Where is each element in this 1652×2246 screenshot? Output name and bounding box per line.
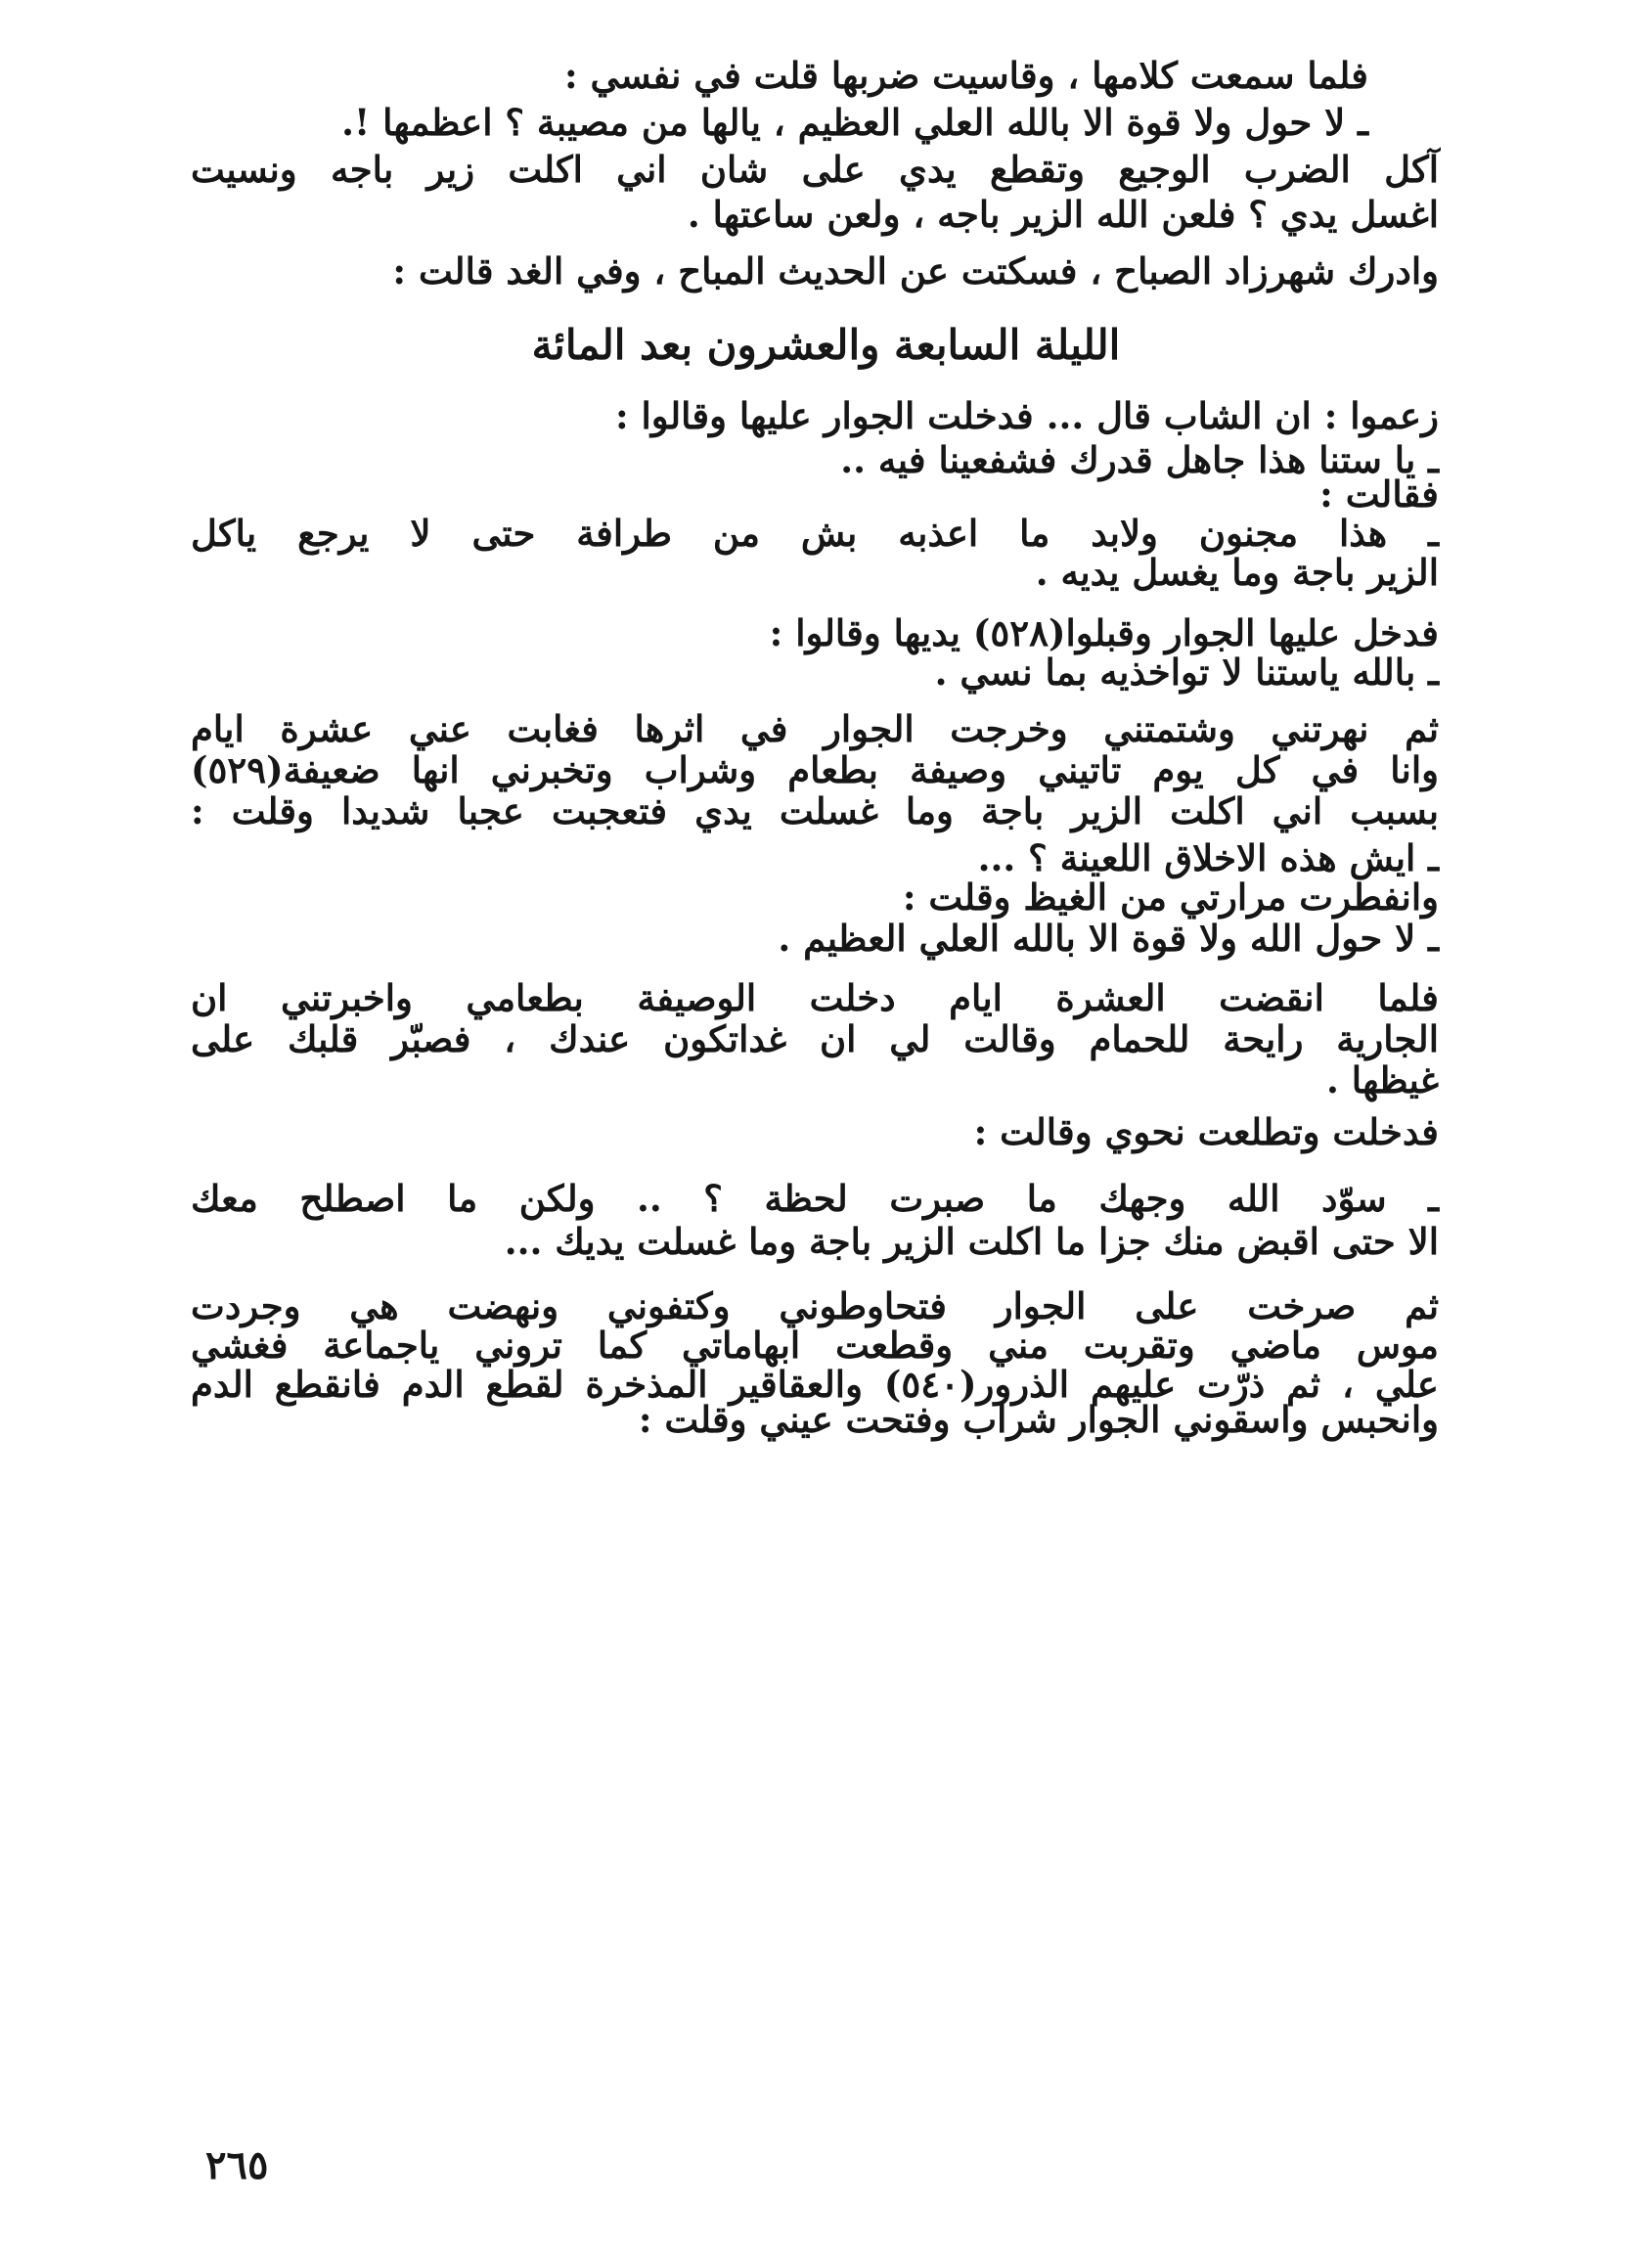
text-line: اغسل يدي ؟ فلعن الله الزير باجه ، ولعن ساعتها . — [687, 193, 1439, 236]
text-line: غيظها . — [1326, 1058, 1439, 1101]
text-line: ـ سوّد الله وجهك ما صبرت لحظة ؟ .. ولكن ما اصطلح معك — [191, 1177, 1439, 1220]
text-line: زعموا : ان الشاب قال ... فدخلت الجوار عليها وقالوا : — [614, 394, 1439, 437]
text-line: فلما انقضت العشرة ايام دخلت الوصيفة بطعامي واخبرتني ان — [191, 976, 1439, 1019]
text-line: الزير باجة وما يغسل يديه . — [1035, 551, 1439, 594]
chapter-heading: الليلة السابعة والعشرون بعد المائة — [531, 321, 1121, 369]
text-line: بسبب اني اكلت الزير باجة وما غسلت يدي فتعجبت عجبا شديدا وقلت : — [191, 789, 1439, 832]
text-line: الجارية رايحة للحمام وقالت لي ان غداتكون عندك ، فصبّر قلبك على — [191, 1017, 1439, 1060]
text-line: علي ، ثم ذرّت عليهم الذرور(٥٤٠) والعقاقير المذخرة لقطع الدم فانقطع الدم — [191, 1363, 1439, 1406]
text-line: ـ لا حول الله ولا قوة الا بالله العلي العظيم . — [778, 917, 1439, 960]
text-line: ـ يا ستنا هذا جاهل قدرك فشفعينا فيه .. — [840, 438, 1439, 481]
text-line: فدخل عليها الجوار وقبلوا(٥٢٨) يديها وقالوا : — [769, 611, 1439, 654]
text-line: ـ لا حول ولا قوة الا بالله العلي العظيم ، يالها من مصيبة ؟ اعظمها !. — [341, 101, 1368, 144]
text-line: الا حتى اقبض منك جزا ما اكلت الزير باجة وما غسلت يديك ... — [504, 1220, 1439, 1263]
text-line: وانا في كل يوم تاتيني وصيفة بطعام وشراب وتخبرني انها ضعيفة(٥٢٩) — [191, 748, 1439, 791]
text-line: آكل الضرب الوجيع وتقطع يدي على شان اني اكلت زير باجه ونسيت — [191, 148, 1439, 191]
text-line: ـ هذا مجنون ولابد ما اعذبه بش من طرافة حتى لا يرجع ياكل — [191, 512, 1439, 555]
text-line: فلما سمعت كلامها ، وقاسيت ضربها قلت في نفسي : — [564, 54, 1368, 97]
text-line: فقالت : — [1319, 472, 1439, 516]
text-line: ـ بالله ياستنا لا تواخذيه بما نسي . — [934, 651, 1439, 694]
text-line: ثم نهرتني وشتمتني وخرجت الجوار في اثرها فغابت عني عشرة ايام — [191, 707, 1439, 750]
text-line: وانحبس واسقوني الجوار شراب وفتحت عيني وقلت : — [638, 1398, 1439, 1441]
text-line: وانفطرت مرارتي من الغيظ وقلت : — [902, 876, 1439, 919]
text-line: وادرك شهرزاد الصباح ، فسكتت عن الحديث المباح ، وفي الغد قالت : — [392, 249, 1439, 292]
text-line: ـ ايش هذه الاخلاق اللعينة ؟ ... — [977, 836, 1439, 879]
text-line: فدخلت وتطلعت نحوي وقالت : — [973, 1110, 1439, 1153]
text-line: ثم صرخت على الجوار فتحاوطوني وكتفوني ونهضت هي وجردت — [191, 1284, 1439, 1327]
text-line: موس ماضي وتقربت مني وقطعت ابهاماتي كما تروني ياجماعة فغشي — [191, 1324, 1439, 1367]
page-number: ٢٦٥ — [205, 2142, 269, 2188]
